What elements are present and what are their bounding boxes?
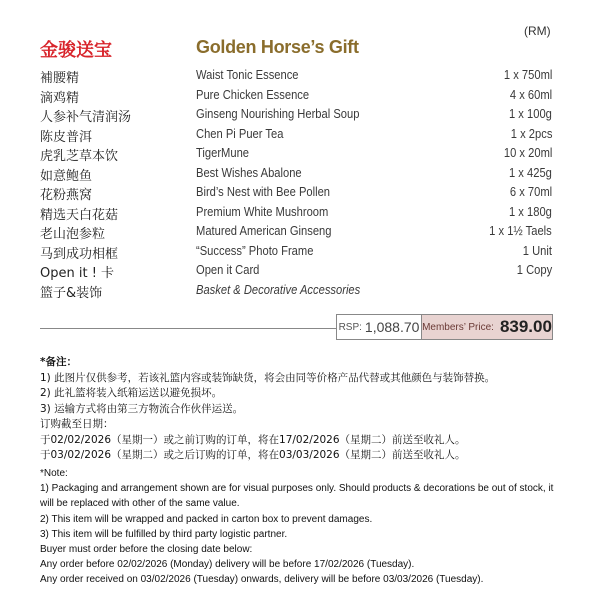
- members-price-value: 839.00: [499, 317, 552, 336]
- notes-english: [40, 466, 553, 588]
- item-name-en: Open it Card: [196, 262, 260, 277]
- item-name-cn: 人参补气清润汤: [40, 110, 132, 125]
- list-item: [0, 145, 600, 165]
- item-name-cn: 老山泡参粒: [40, 227, 106, 242]
- item-name-cn: 花粉燕窝: [40, 188, 93, 203]
- item-name-cn: 精选天白花菇: [40, 207, 119, 223]
- item-name-cn: 马到成功相框: [40, 246, 119, 262]
- currency-label: (RM): [524, 24, 551, 38]
- item-quantity: 10 x 20ml: [503, 145, 552, 160]
- list-item: [0, 184, 600, 204]
- note-line: 于02/02/2026（星期一）或之前订购的订单，将在17/02/2026（星期二）前送至收礼人。: [40, 433, 466, 446]
- list-item: [0, 106, 600, 126]
- item-name-cn: 虎乳芝草本饮: [40, 149, 119, 164]
- note-line: 1) Packaging and arrangement shown are for visual purposes only. Should products & decorations be out of stock, it: [40, 483, 554, 495]
- list-item: [0, 165, 600, 185]
- note-line: Any order before 02/02/2026 (Monday) delivery will be before 17/02/2026 (Tuesday).: [40, 559, 415, 571]
- members-price-box: [421, 314, 553, 340]
- item-name-en: Premium White Mushroom: [196, 203, 329, 219]
- item-name-en: Basket & Decorative Accessories: [196, 281, 361, 297]
- item-name-cn: 篮子&装饰: [40, 285, 103, 301]
- rsp-price-box: [336, 314, 422, 340]
- note-line: Buyer must order before the closing date below:: [40, 544, 253, 556]
- item-name-en: Matured American Ginseng: [196, 223, 332, 238]
- list-item: [0, 262, 600, 282]
- item-name-cn: 陈皮普洱: [40, 129, 93, 145]
- item-name-en: Bird’s Nest with Bee Pollen: [196, 184, 331, 199]
- list-item: [0, 204, 600, 224]
- list-item: [0, 282, 600, 302]
- note-line: 2) 此礼篮将装入纸箱运送以避免损坏。: [40, 387, 223, 399]
- item-quantity: 1 Copy: [516, 262, 552, 277]
- item-quantity: 1 x 1½ Taels: [489, 223, 552, 238]
- rsp-label: RSP:: [338, 321, 362, 333]
- rsp-value: 1,088.70: [364, 319, 420, 335]
- item-quantity: 1 x 180g: [509, 203, 552, 219]
- item-name-en: Best Wishes Abalone: [196, 164, 302, 180]
- list-item: [0, 243, 600, 263]
- item-list: [0, 67, 600, 301]
- list-item: [0, 223, 600, 243]
- item-name-cn: 滴鸡精: [40, 90, 80, 106]
- list-item: [0, 126, 600, 146]
- title-english: Golden Horse’s Gift: [196, 37, 359, 57]
- note-line: 订购截至日期：: [40, 418, 114, 430]
- item-name-en: Ginseng Nourishing Herbal Soup: [196, 106, 360, 121]
- item-quantity: 1 x 100g: [509, 106, 552, 121]
- note-line: 2) This item will be wrapped and packed in carton box to prevent damages.: [40, 513, 373, 525]
- title-chinese: 金骏送宝: [40, 40, 112, 61]
- note-line: *Note:: [40, 468, 68, 479]
- list-item: [0, 67, 600, 87]
- item-quantity: 1 x 2pcs: [510, 125, 552, 141]
- note-line: 3) 运输方式将由第三方物流合作伙伴运送。: [40, 402, 244, 415]
- item-name-en: Chen Pi Puer Tea: [196, 125, 284, 141]
- notes-chinese: [40, 355, 495, 464]
- item-name-en: TigerMune: [196, 145, 250, 160]
- item-name-cn: Open it ! 卡: [40, 266, 115, 281]
- item-quantity: 1 Unit: [522, 242, 552, 258]
- item-name-cn: 如意鲍鱼: [40, 168, 93, 184]
- item-name-en: Pure Chicken Essence: [196, 86, 310, 102]
- item-name-en: “Success” Photo Frame: [196, 242, 314, 258]
- note-line: will be replaced with other of the same value.: [40, 498, 240, 510]
- note-line: Any order received on 03/02/2026 (Tuesday) onwards, delivery will be before 03/03/2026 (Tuesday).: [40, 574, 484, 586]
- note-line: 于03/02/2026（星期二）或之后订购的订单，将在03/03/2026（星期二）前送至收礼人。: [40, 449, 466, 461]
- note-line: *备注：: [40, 356, 77, 368]
- list-item: [0, 87, 600, 107]
- note-line: 1) 此图片仅供参考，若该礼篮内容或装饰缺货，将会由同等价格产品代替或其他颜色与装饰替换。: [40, 371, 496, 384]
- item-quantity: 4 x 60ml: [509, 86, 552, 102]
- members-price-label: Members’ Price:: [422, 321, 494, 333]
- item-quantity: 1 x 750ml: [503, 67, 552, 82]
- item-name-en: Waist Tonic Essence: [196, 67, 299, 82]
- item-quantity: 1 x 425g: [509, 164, 552, 180]
- item-name-cn: 補腰精: [40, 71, 80, 86]
- item-quantity: 6 x 70ml: [509, 184, 552, 199]
- note-line: 3) This item will be fulfilled by third party logistic partner.: [40, 528, 288, 540]
